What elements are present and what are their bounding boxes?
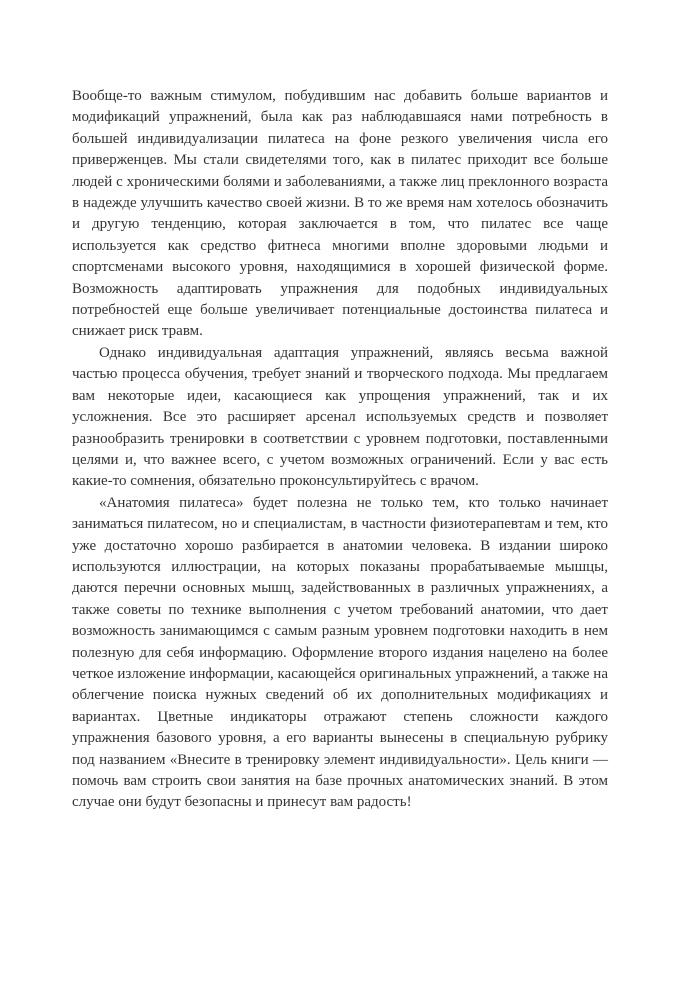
paragraph-3: «Анатомия пилатеса» будет полезна не только тем, кто только начинает заниматься пилатесом, но и специалистам, в частности физиотерапевтам и тем, кто уже достаточно хорошо разбирается в анатомии человека. В издании широко используются иллюстрации, на которых показаны прорабатываемые мышцы, даются перечни основных мышц, задействованных в различных упражнениях, а также советы по технике выполнения с учетом требований анатомии, что дает возможность занимающимся с самым разным уровнем подготовки находить в нем полезную для себя информацию. Оформление второго издания нацелено на более четкое изложение информации, касающейся оригинальных упражнений, а также на облегчение поиска нужных сведений об их дополнительных модификациях и вариантах. Цветные индикаторы отражают степень сложности каждого упражнения базового уровня, а его варианты вынесены в специальную рубрику под названием «Внесите в тренировку элемент индивидуальности». Цель книги — помочь вам строить свои занятия на базе прочных анатомических знаний. В этом случае они будут безопасны и принесут вам радость! [72,494,608,811]
paragraph-2: Однако индивидуальная адаптация упражнений, являясь весьма важной частью процесса обучения, требует знаний и творческого подхода. Мы предлагаем вам некоторые идеи, касающиеся как упрощения упражнений, так и их усложнения. Все это расширяет арсенал используемых средств и позволяет разнообразить тренировки в соответствии с уровнем подготовки, поставленными целями и, что важнее всего, с учетом возможных ограничений. Если у вас есть какие-то сомнения, обязательно проконсультируйтесь с врачом. [72,344,608,490]
paragraph-1: Вообще-то важным стимулом, побудившим нас добавить больше вариантов и модификаций упражнений, была как раз наблюдавшаяся нами потребность в большей индивидуализации пилатеса на фоне резкого увеличения числа его приверженцев. Мы стали свидетелями того, как в пилатес приходит все больше людей с хроническими болями и заболеваниями, а также лиц преклонного возраста в надежде улучшить качество своей жизни. В то же время нам хотелось обозначить и другую тенденцию, которая заключается в том, что пилатес все чаще используется как средство фитнеса многими вполне здоровыми людьми и спортсменами высокого уровня, находящимися в хорошей физической форме. Возможность адаптировать упражнения для подобных индивидуальных потребностей еще больше увеличивает потенциальные достоинства пилатеса и снижает риск травм. [72,88,608,340]
text-body [72,86,608,814]
